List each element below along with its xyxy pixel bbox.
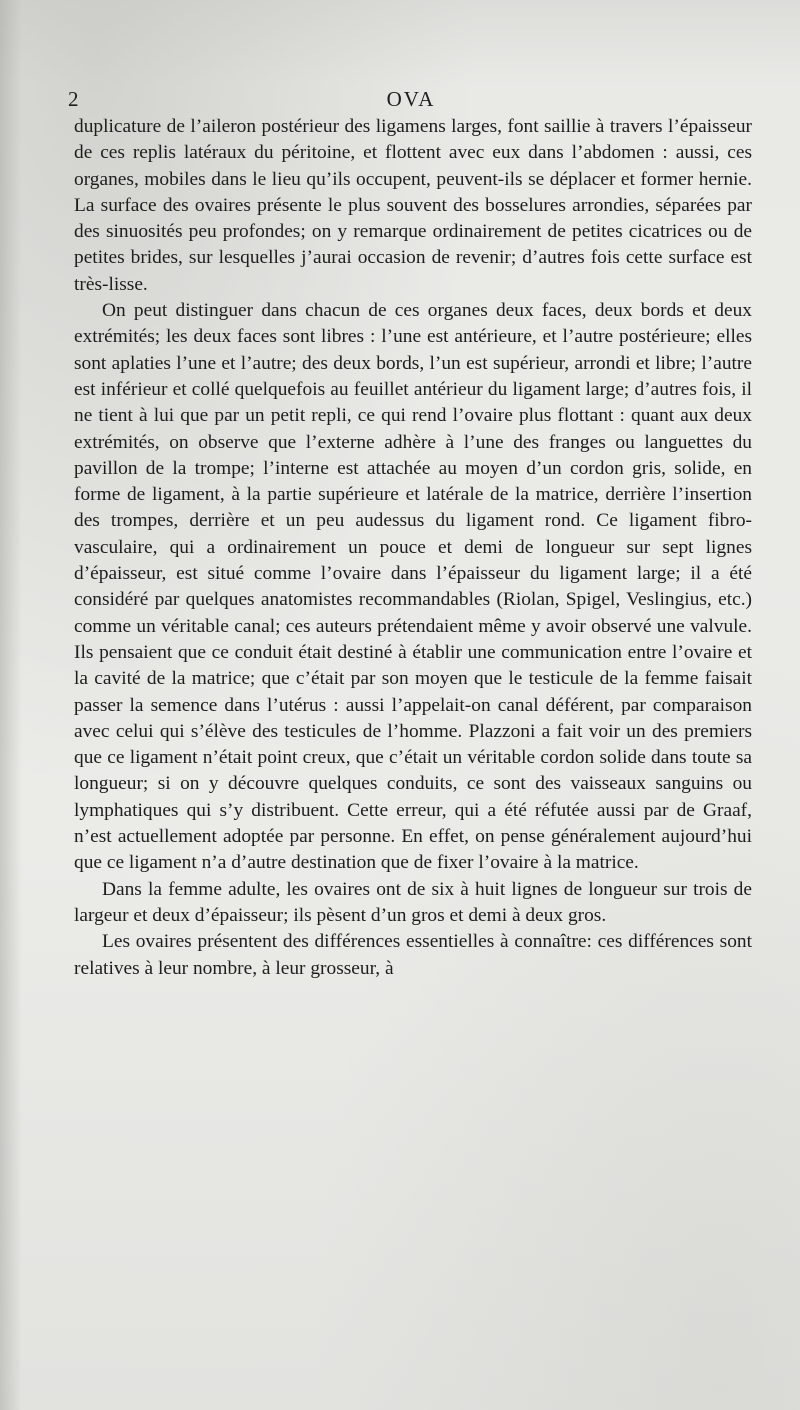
paragraph-adult-ovary-size: Dans la femme adulte, les ovaires ont de six à huit lignes de longueur sur trois de largeur et deux d’épaisseur; ils pèsent d’un gros et demi à deux gros. (74, 878, 752, 926)
paragraph-ovary-description: On peut distinguer dans chacun de ces organes deux faces, deux bords et deux extrémités; les deux faces sont libres : l’une est antérieure, et l’autre postérieure; elles sont aplaties l’une et l’autre; des deux bords, l’un est supérieur, arrondi et libre; l’autre est inférieur et collé quelquefois au feuillet antérieur du ligament large; d’autres fois, il ne tient à lui que par un petit repli, ce qui rend l’ovaire plus flottant : quant aux deux extrémités, on observe que l’externe adhère à l’une des franges ou languettes du pavillon de la trompe; l’interne est attachée au moyen d’un cordon gris, solide, en forme de ligament, à la partie supérieure et latérale de la matrice, derrière l’insertion des trompes, derrière et un peu audessus du ligament rond. Ce ligament fibro-vasculaire, qui a ordinairement un pouce et demi de longueur sur sept lignes d’épaisseur, est situé comme l’ovaire dans l’épaisseur du ligament large; il a été considéré par quelques anatomistes recommandables (Riolan, Spigel, Veslingius, etc.) comme un véritable canal; ces auteurs prétendaient même y avoir observé une valvule. Ils pensaient que ce conduit était destiné à établir une communication entre l’ovaire et la cavité de la matrice; que c’était par son moyen que le testicule de la femme faisait passer la semence dans l’utérus : aussi l’appelait-on canal déférent, par comparaison avec celui qui s’élève des testicules de l’homme. Plazzoni a fait voir un des premiers que ce ligament n’était point creux, que c’était un véritable cordon solide dans toute sa longueur; si on y découvre quelques conduits, ce sont des vaisseaux sanguins ou lymphatiques qui s’y distribuent. Cette erreur, qui a été réfutée aussi par de Graaf, n’est actuellement adoptée par personne. En effet, on pense généralement aujourd’hui que ce ligament n’a d’autre destination que de fixer l’ovaire à la matrice. (74, 300, 752, 874)
paragraph-ovary-differences: Les ovaires présentent des différences essentielles à connaître: ces différences sont relatives à leur nombre, à leur grosseur, à (74, 931, 752, 979)
paragraph-continued: duplicature de l’aileron postérieur des ligamens larges, font saillie à travers l’épaisseur de ces replis latéraux du péritoine, et flottent avec eux dans l’abdomen : aussi, ces organes, mobiles dans le lieu qu’ils occupent, peuvent-ils se déplacer et former hernie. La surface des ovaires présente le plus souvent des bosselures arrondies, séparées par des sinuosités peu profondes; on y remarque ordinairement de petites cicatrices ou de petites brides, sur lesquelles j’aurai occasion de revenir; d’autres fois cette surface est très-lisse. (74, 116, 752, 295)
running-head-title: OVA (386, 87, 436, 111)
running-head (66, 84, 756, 114)
body-text (74, 114, 752, 982)
page-edge-shadow (0, 0, 22, 1410)
page-number: 2 (68, 87, 79, 111)
